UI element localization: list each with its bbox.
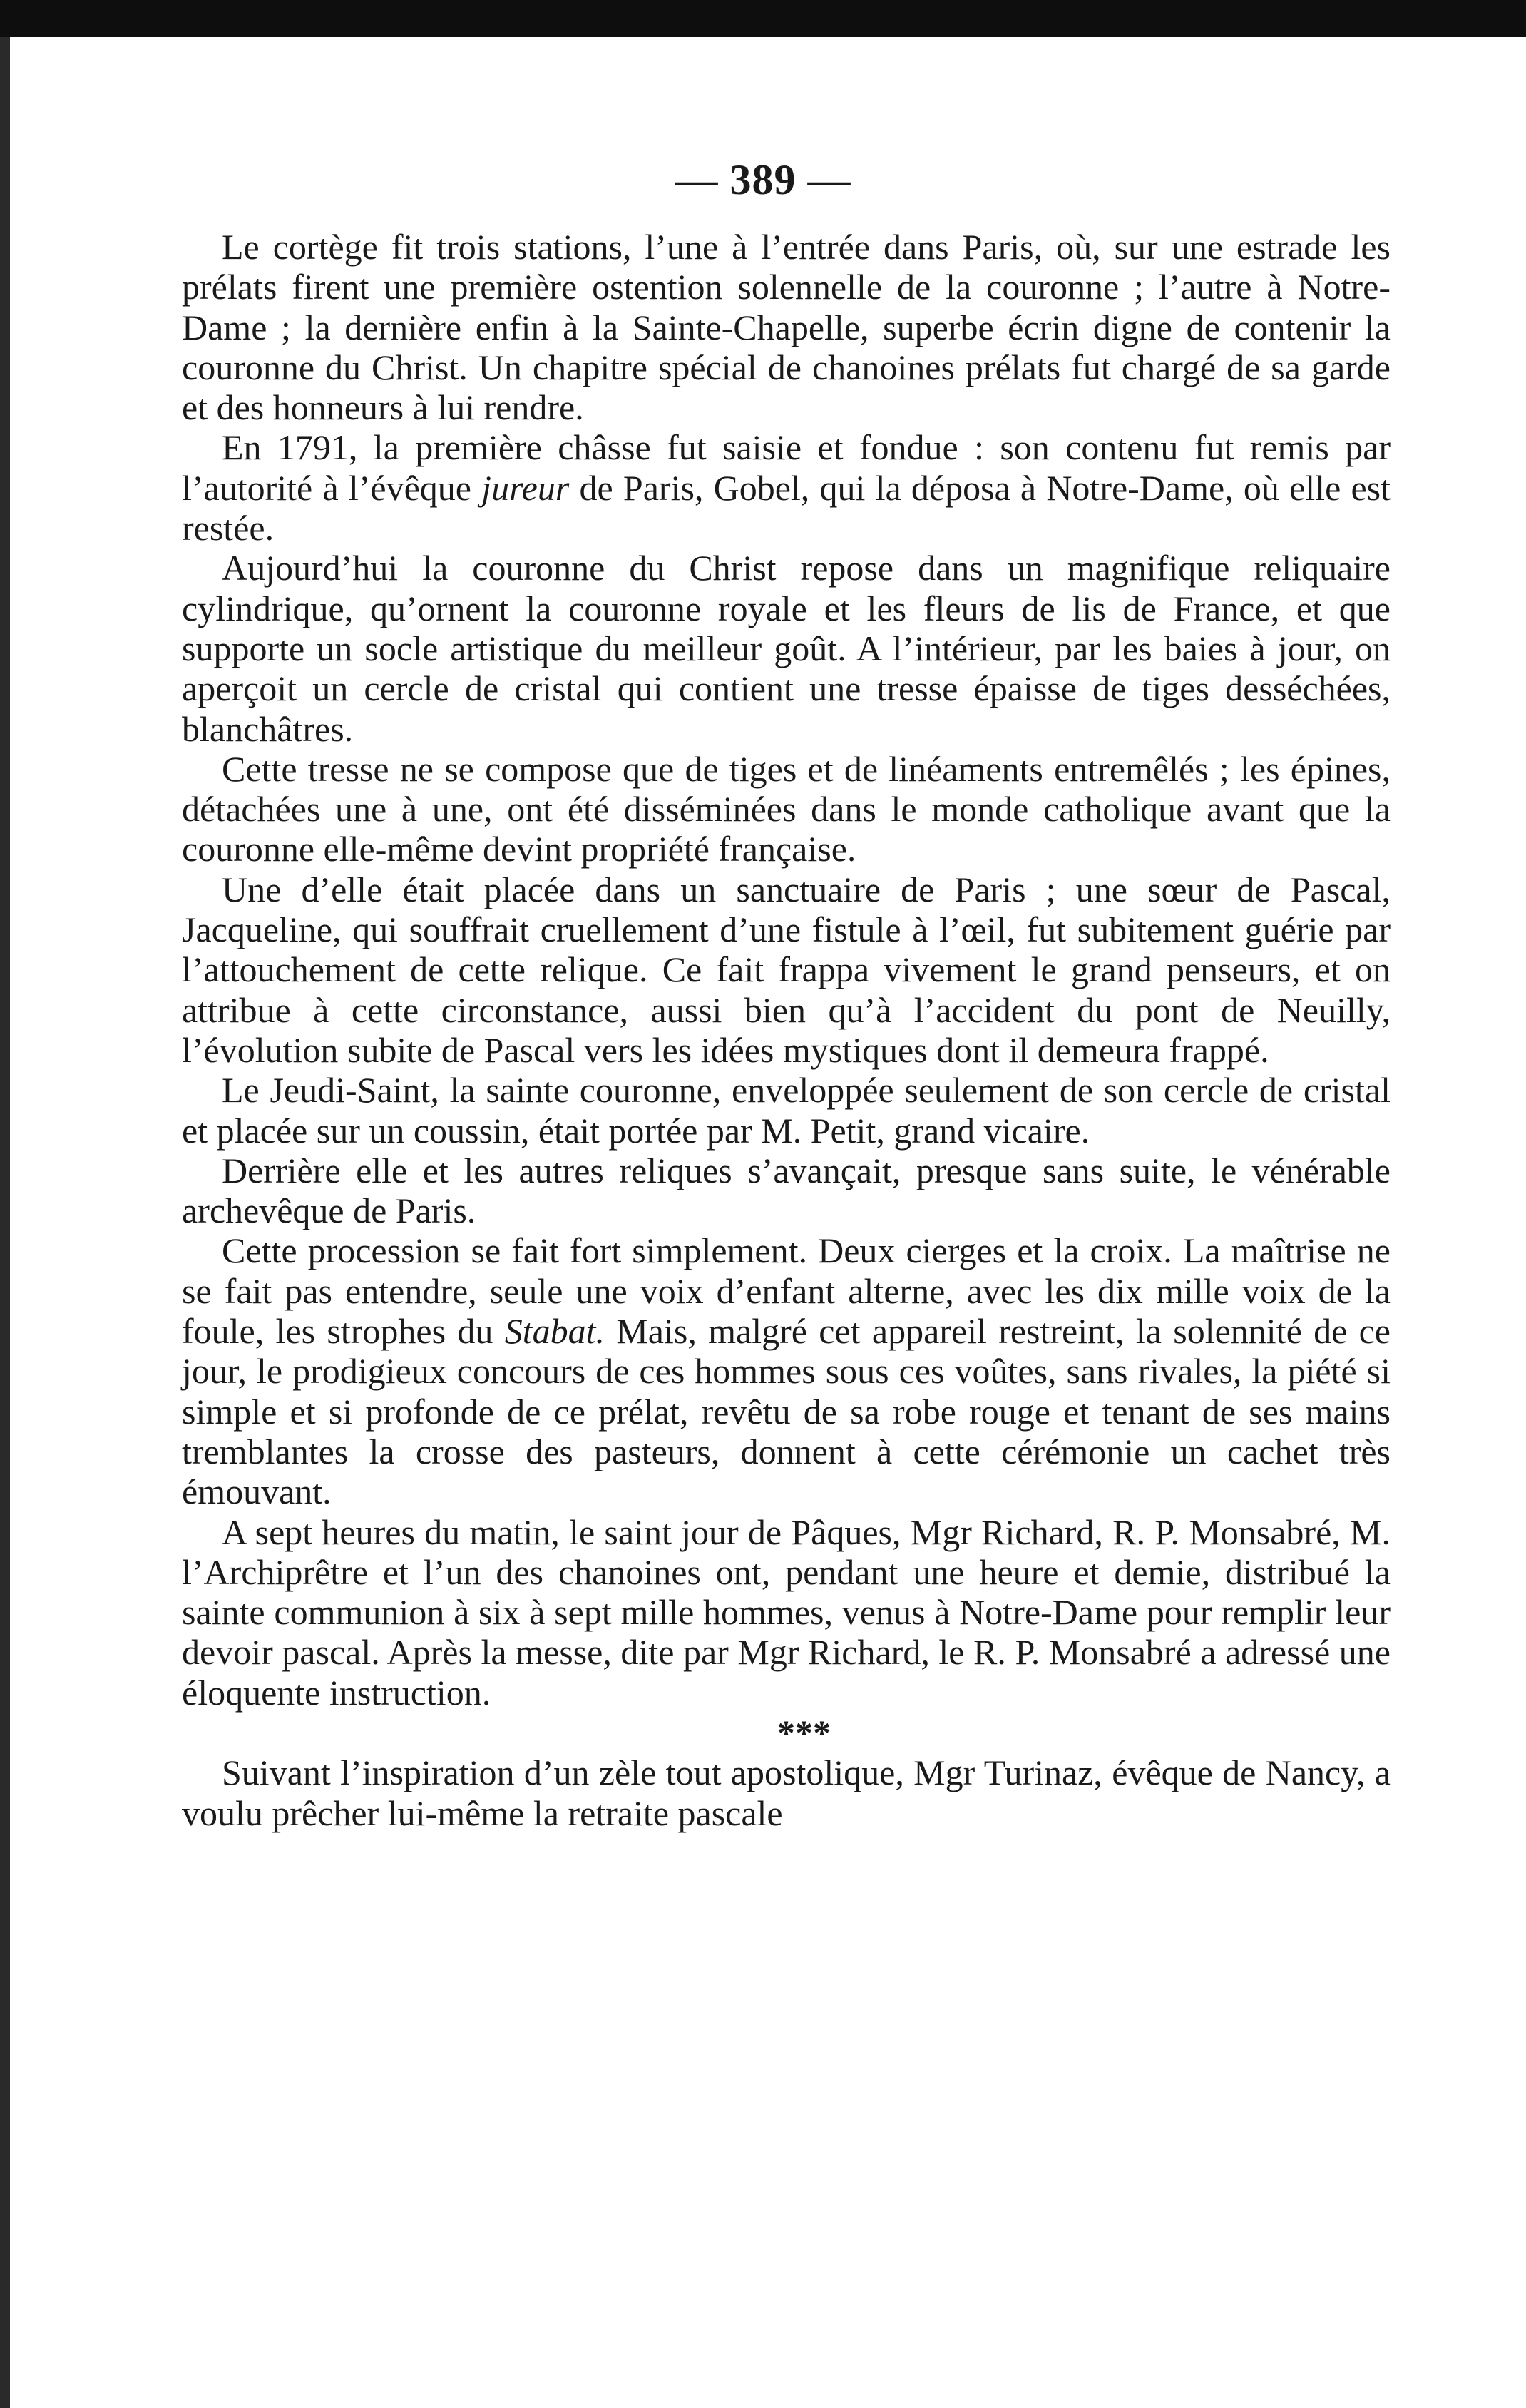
paragraph-jeudi-saint: Le Jeudi-Saint, la sainte couronne, enveloppée seulement de son cercle de cristal et placée sur un coussin, était portée par M. Petit, grand vicaire. bbox=[182, 1070, 1391, 1151]
paragraph-procession bbox=[182, 1230, 1391, 1511]
italic-stabat: Stabat. bbox=[504, 1311, 605, 1352]
section-separator: *** bbox=[777, 1712, 831, 1753]
paragraph-turinaz: Suivant l’inspiration d’un zèle tout apostolique, Mgr Turinaz, évêque de Nancy, a voulu prêcher lui-même la retraite pascale bbox=[182, 1753, 1391, 1833]
scan-left-border bbox=[0, 37, 10, 2408]
paragraph-tresse: Cette tresse ne se compose que de tiges et de linéaments entremêlés ; les épines, détachées une à une, ont été disséminées dans le monde catholique avant que la couronne elle-même devint propriété française. bbox=[182, 748, 1391, 869]
page-number: — 389 — bbox=[675, 156, 851, 203]
paragraph-derriere: Derrière elle et les autres reliques s’avançait, presque sans suite, le vénérable archevêque de Paris. bbox=[182, 1150, 1391, 1231]
paragraph-paques: A sept heures du matin, le saint jour de Pâques, Mgr Richard, R. P. Monsabré, M. l’Archiprêtre et l’un des chanoines ont, pendant une heure et demie, distribué la sainte communion à six à sept mille hommes, venus à Notre-Dame pour remplir leur devoir pascal. Après la messe, dite par Mgr Richard, le R. P. Monsabré a adressé une éloquente instruction. bbox=[182, 1511, 1391, 1713]
paragraph-procession-part-1: Cette procession se fait fort simplement. Deux cierges et la croix. La maîtrise ne se fait pas entendre, seule une voix d’enfant alterne, avec les dix mille voix de la foule, les strophes du bbox=[182, 1230, 1391, 1352]
italic-jureur: jureur bbox=[481, 467, 570, 508]
paragraph-reliquaire: Aujourd’hui la couronne du Christ repose dans un magnifique reliquaire cylindrique, qu’ornent la couronne royale et les fleurs de lis de France, et que supporte un socle artistique du meilleur goût. A l’intérieur, par les baies à jour, on aperçoit un cercle de cristal qui contient une tresse épaisse de tiges desséchées, blanchâtres. bbox=[182, 548, 1391, 749]
paragraph-1791-part-1: En 1791, la première châsse fut saisie et fondue : son contenu fut remis par l’autorité à l’évêque bbox=[182, 427, 1391, 508]
body-text bbox=[182, 227, 1391, 1833]
paragraph-pascal: Une d’elle était placée dans un sanctuaire de Paris ; une sœur de Pascal, Jacqueline, qui souffrait cruellement d’une fistule à l’œil, fut subitement guérie par l’attouchement de cette relique. Ce fait frappa vivement le grand penseurs, et on attribue à cette circonstance, aussi bien qu’à l’accident du pont de Neuilly, l’évolution subite de Pascal vers les idées mystiques dont il demeura frappé. bbox=[182, 869, 1391, 1070]
scan-top-border bbox=[0, 0, 1526, 37]
paragraph-1791 bbox=[182, 427, 1391, 548]
paragraph-procession-part-2: Mais, malgré cet appareil restreint, la solennité de ce jour, le prodigieux concours de ces hommes sous ces voûtes, sans rivales, la piété si simple et si profonde de ce prélat, revêtu de sa robe rouge et tenant de ses mains tremblantes la crosse des pasteurs, donnent à cette cérémonie un cachet très émouvant. bbox=[182, 1311, 1391, 1512]
paragraph-1791-part-2: de Paris, Gobel, qui la déposa à Notre-Dame, où elle est restée. bbox=[182, 467, 1391, 549]
paragraph-cortege: Le cortège fit trois stations, l’une à l’entrée dans Paris, où, sur une estrade les prélats firent une première ostention solennelle de la couronne ; l’autre à Notre-Dame ; la dernière enfin à la Sainte-Chapelle, superbe écrin digne de contenir la couronne du Christ. Un chapitre spécial de chanoines prélats fut chargé de sa garde et des honneurs à lui rendre. bbox=[182, 227, 1391, 428]
